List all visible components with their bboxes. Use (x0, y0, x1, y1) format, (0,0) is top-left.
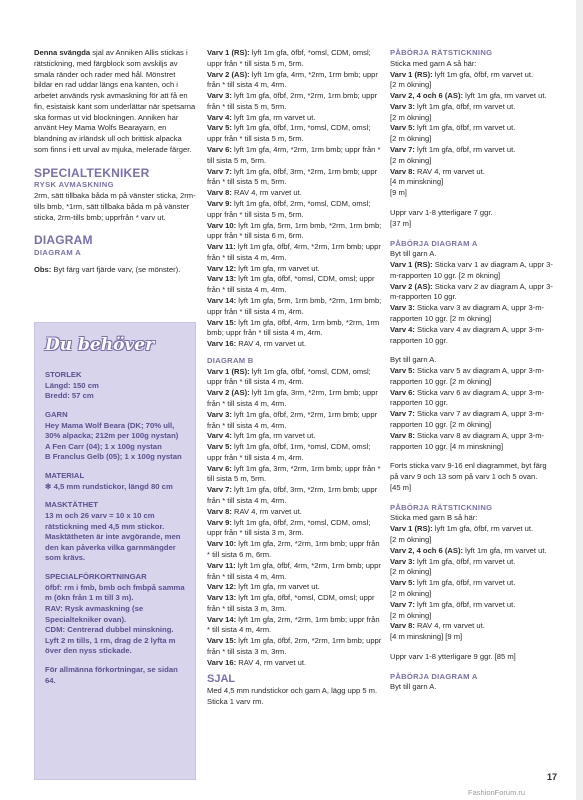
instruction-row (207, 242, 383, 264)
obs-text: Byt färg vart fjärde varv, (se mönster). (51, 264, 181, 274)
row-text: Sticka varv 6 av diagram A, uppr 3-m-rapporten 10 ggr. (390, 387, 545, 408)
row-label: Varv 7: (207, 166, 232, 176)
row-text: lyft 1m gfa, öfbf, 4rm, *2rm, 1rm bmb; uppr från * till sista 4 m, 4rm. (207, 560, 381, 581)
row-text: lyft 1m gfa, öfbf, 3rm, *2rm, 1rm bmb; uppr från * till sista 4 m, 4rm. (207, 485, 378, 506)
row-label: Varv 7: (390, 409, 415, 419)
column-right (390, 48, 556, 693)
row-text: lyft 1m gfa, öfbf, 2rm, *omsl, CDM, omsl; uppr från * till sista 3 m, 3rm. (207, 517, 371, 538)
intro-paragraph (34, 48, 196, 156)
row-text: [2 m ökning] (390, 80, 432, 90)
box-item-heading: MASKTÄTHET (45, 500, 98, 510)
instruction-row (207, 221, 383, 243)
row-text: lyft 1m gfa, öfbf, *omsl, CDM, omsl; uppr från * till sista 5 m, 5rm. (207, 48, 371, 68)
intro-bold: Denna svängda (34, 48, 91, 57)
instruction-row (207, 518, 383, 540)
row-label: Varv 2, 4 och 6 (AS): (390, 91, 464, 101)
instruction-row (390, 524, 556, 535)
instruction-row (207, 507, 383, 518)
instruction-row (390, 589, 556, 600)
row-text: lyft 1m gfa, öfbf, rm varvet ut. (432, 69, 534, 79)
row-label: Varv 10: (207, 220, 237, 230)
row-text: lyft 1m gfa, öfbf, 4rm, 1rm bmb, *2rm, 1rm bmb; uppr från * till sista 4 m, 4rm. (207, 317, 380, 338)
page-number: 17 (547, 772, 558, 782)
instruction-row (390, 282, 556, 304)
section-continue-2: Forts sticka varv 9-16 enl diagrammet, byt färg på varv 9 och 13 som på varv 1 och 5 ovan. (390, 461, 547, 482)
section-heading-2: PÅBÖRJA DIAGRAM A (390, 238, 478, 248)
instruction-row (207, 113, 383, 124)
you-need-box (34, 322, 196, 780)
instruction-row (390, 600, 556, 611)
row-label: Varv 1 (RS): (390, 524, 433, 534)
row-text: Sticka varv 7 av diagram A, uppr 3-m-rapporten 10 ggr. [2 m ökning] (390, 409, 545, 429)
row-label: Varv 8: (207, 188, 232, 198)
instruction-row (390, 102, 556, 113)
row-label: Varv 5: (390, 123, 415, 133)
obs-note (34, 265, 196, 276)
row-label: Varv 6: (390, 387, 415, 397)
section-intro-4: Byt till garn A. (390, 682, 437, 692)
instruction-row (390, 91, 556, 102)
section-rows-1 (390, 70, 556, 199)
row-label: Varv 6: (207, 145, 232, 155)
row-label: Varv 10: (207, 539, 237, 549)
instruction-row (390, 567, 556, 578)
instruction-row (207, 485, 383, 507)
row-label: Varv 15: (207, 317, 237, 327)
row-text: [4 m minskning] (390, 177, 444, 187)
page-edge-strip (576, 0, 583, 800)
box-item-line: 13 m och 26 varv = 10 x 10 cm rätstickning med 4,5 mm stickor. Masktätheten är inte avgörande, men den kan påverka vilka garnmängder som krävs. (45, 510, 181, 563)
sjal-lines (207, 686, 383, 708)
row-text: lyft 1m gfa, öfbf, 4rm, *2rm, 1rm bmb; uppr från * till sista 4 m, 4rm. (207, 242, 381, 262)
row-text: lyft 1m gfa, öfbf, 2rm, *2rm, 1rm bmb; uppr från * till sista 4 m, 4rm. (207, 409, 378, 430)
section-rows-2 (390, 260, 556, 346)
section-intro-1: Sticka med garn A så här: (390, 58, 477, 68)
section-total-2: [45 m] (390, 482, 412, 492)
row-text: lyft 1m gfa, öfbf, rm varvet ut. (414, 599, 516, 609)
row-label: Varv 2, 4 och 6 (AS): (390, 545, 464, 555)
diagram-b-rows (207, 367, 383, 669)
instruction-row (207, 464, 383, 486)
sjal-line: Med 4,5 mm rundstickor och garn A, lägg upp 5 m. (207, 685, 378, 695)
row-label: Varv 3: (390, 556, 415, 566)
instruction-row (207, 636, 383, 658)
instruction-row (390, 431, 556, 453)
row-label: Varv 4: (390, 324, 415, 334)
row-text: lyft 1m gfa, öfbf, *omsl, CDM, omsl; uppr från * till sista 4 m, 4rm. (207, 366, 371, 387)
row-label: Varv 1 (RS): (207, 48, 250, 57)
instruction-row (390, 366, 556, 388)
row-text: lyft 1m gfa, rm varvet ut. (231, 112, 316, 122)
row-text: [2 m ökning] (390, 610, 432, 620)
row-text: lyft 1m gfa, 4rm, *2rm, 1rm bmb; uppr från * till sista 5 m, 5rm. (207, 145, 381, 165)
row-label: Varv 8: (207, 506, 232, 516)
instruction-row (207, 593, 383, 615)
row-label: Varv 14: (207, 295, 237, 305)
box-item-line: CDM: Centrerad dubbel minskning. Lyft 2 m tills, 1 rm, drag de 2 lyfta m över den nyss stickade. (45, 625, 176, 656)
row-text: RAV 4, rm varvet ut. (236, 657, 307, 667)
instruction-row (390, 80, 556, 91)
instruction-row (390, 388, 556, 410)
box-item-line: öfbf: rm i fmb, bmb och fmbpå samma m (ökn från 1 m till 3 m). (45, 582, 185, 603)
instruction-row (207, 339, 383, 350)
row-text: lyft 1m gfa, öfbf, 1rm, *omsl, CDM, omsl; uppr från * till sista 4 m, 4rm. (207, 442, 371, 462)
section-repeat-1: Uppr varv 1-8 ytterligare 7 ggr. (390, 207, 493, 217)
you-need-title: Du behöver (45, 335, 155, 355)
section-rows-3 (390, 524, 556, 643)
box-item-line: B Franclus Gelb (05); 1 x 100g nystan (45, 452, 182, 462)
row-text: lyft 1m gfa, öfbf, *omsl, CDM, omsl; uppr från * till sista 3 m, 3rm. (207, 593, 375, 613)
instruction-row (390, 134, 556, 145)
section-intro-2: Byt till garn A. (390, 249, 437, 259)
row-text: lyft 1m gfa, öfbf, rm varvet ut. (414, 101, 516, 111)
row-text: lyft 1m gfa, öfbf, *omsl, CDM, omsl; uppr från * till sista 4 m, 4rm. (207, 274, 375, 295)
row-label: Varv 13: (207, 274, 237, 284)
row-label: Varv 7: (207, 485, 232, 495)
column-left (34, 48, 196, 275)
instruction-row (207, 145, 383, 167)
instruction-row (390, 409, 556, 431)
row-text: lyft 1m gfa, öfbf, 1rm, *omsl, CDM, omsl; uppr från * till sista 5 m, 5rm. (207, 123, 371, 144)
row-text: Sticka varv 3 av diagram A, uppr 3-m-rapporten 10 ggr. [2 m ökning] (390, 303, 545, 323)
instruction-row (390, 557, 556, 568)
row-text: lyft 1m gfa, 5rm, 1rm bmb, *2rm, 1rm bmb; uppr från * till sista 6 m, 6rm. (207, 220, 382, 241)
row-label: Varv 2 (AS): (207, 69, 250, 79)
row-text: Sticka varv 2 av diagram A, uppr 3-m-rapporten 10 ggr. (390, 281, 553, 302)
row-text: Sticka varv 4 av diagram A, uppr 3-m-rapporten 10 ggr. (390, 324, 545, 345)
row-label: Varv 7: (390, 599, 415, 609)
row-label: Varv 16: (207, 657, 237, 667)
row-label: Varv 5: (390, 366, 415, 376)
row-label: Varv 8: (390, 430, 415, 440)
row-text: lyft 1m gfa, 5rm, 1rm bmb, *2rm, 1rm bmb; uppr från * till sista 4 m, 4rm. (207, 295, 382, 316)
row-text: RAV 4, rm varvet ut. (236, 339, 307, 349)
row-text: [2 m ökning] (390, 134, 432, 144)
row-label: Varv 11: (207, 242, 236, 252)
row-text: lyft 1m gfa, rm varvet ut. (236, 582, 320, 592)
row-label: Varv 8: (390, 166, 415, 176)
row-text: lyft 1m gfa, öfbf, 3rm, *2rm, 1rm bmb; uppr från * till sista 5 m, 5rm. (207, 166, 378, 187)
row-text: lyft 1m gfa, rm varvet ut. (236, 263, 320, 273)
row-label: Varv 2 (AS): (207, 388, 250, 398)
row-label: Varv 5: (207, 442, 232, 452)
row-text: RAV 4, rm varvet ut. (414, 621, 485, 631)
row-label: Varv 6: (207, 463, 232, 473)
row-label: Varv 8: (390, 621, 415, 631)
row-text: [2 m ökning] (390, 112, 432, 122)
row-label: Varv 16: (207, 339, 237, 349)
section-intro-3: Sticka med garn B så här: (390, 513, 478, 523)
row-label: Varv 14: (207, 614, 237, 624)
section-heading-3: PÅBÖRJA RÄTSTICKNING (390, 502, 493, 512)
row-label: Varv 3: (390, 101, 415, 111)
instruction-row (390, 578, 556, 589)
box-item-heading: GARN (45, 409, 68, 419)
row-label: Varv 5: (207, 123, 232, 133)
row-label: Varv 9: (207, 517, 232, 527)
row-label: Varv 4: (207, 112, 232, 122)
row-label: Varv 3: (207, 91, 232, 101)
section-repeat-3: Uppr varv 1-8 ytterligare 9 ggr. [85 m] (390, 651, 516, 661)
row-text: Sticka varv 8 av diagram A, uppr 3-m-rapporten 10 ggr. [4 m minskning] (390, 430, 545, 451)
row-text: lyft 1m gfa, öfbf, rm varvet ut. (414, 123, 516, 133)
row-text: [2 m ökning] (390, 588, 432, 598)
instruction-row (207, 410, 383, 432)
russian-bindoff-subheading: RYSK AVMASKNING (34, 180, 114, 190)
instruction-row (207, 167, 383, 189)
instruction-row (207, 123, 383, 145)
instruction-row (390, 177, 556, 188)
instruction-row (390, 145, 556, 156)
section-heading-4: PÅBÖRJA DIAGRAM A (390, 671, 478, 681)
instruction-row (390, 156, 556, 167)
row-text: RAV 4, rm varvet ut. (231, 506, 302, 516)
instruction-row (207, 367, 383, 389)
diagram-heading: DIAGRAM (34, 233, 93, 248)
row-label: Varv 12: (207, 263, 237, 273)
row-label: Varv 7: (390, 145, 415, 155)
diagram-b-heading: DIAGRAM B (207, 355, 254, 365)
instruction-row (390, 113, 556, 124)
sjal-line: Sticka 1 varv rm. (207, 696, 264, 706)
instruction-row (390, 303, 556, 325)
russian-bindoff-text: 2rm, sätt tillbaka båda m på vänster sticka, 2rm-tills bmb, *1rm, sätt tillbaka båda m på vänster sticka, 2rm-tills bmb; upprfrån * varv ut. (34, 190, 196, 222)
row-text: lyft 1m gfa, öfbf, rm varvet ut. (414, 556, 516, 566)
row-text: lyft 1m gfa, öfbf, 2rm, *omsl, CDM, omsl; uppr från * till sista 5 m, 5rm. (207, 198, 371, 219)
row-label: Varv 13: (207, 593, 237, 603)
row-text: lyft 1m gfa, öfbf, rm varvet ut. (414, 145, 516, 155)
row-text: lyft 1m gfa, 3rm, *2rm, 1rm bmb; uppr från * till sista 5 m, 5rm. (207, 463, 381, 484)
instruction-row (207, 539, 383, 561)
section-heading-1: PÅBÖRJA RÄTSTICKNING (390, 48, 493, 57)
box-item-heading: SPECIALFÖRKORTNINGAR (45, 572, 147, 581)
row-label: Varv 15: (207, 636, 237, 646)
instruction-row (207, 70, 383, 92)
row-label: Varv 3: (390, 303, 415, 313)
instruction-row (390, 621, 556, 632)
row-text: RAV 4, rm varvet ut. (231, 188, 302, 198)
row-label: Varv 1 (RS): (390, 69, 433, 79)
row-label: Varv 12: (207, 582, 237, 592)
obs-label: Obs: (34, 264, 52, 274)
row-text: lyft 1m gfa, öfbf, 2rm, *2rm, 1rm bmb; uppr från * till sista 3 m, 3rm. (207, 636, 382, 656)
box-item-line: Hey Mama Wolf Beara (DK; 70% ull, 30% alpacka; 212m per 100g nystan) (45, 420, 179, 441)
sjal-heading: SJAL (207, 672, 236, 685)
row-text: [9 m] (390, 188, 407, 198)
section-rows-2b (390, 366, 556, 452)
box-item-line: A Fen Carr (04); 1 x 100g nystan (45, 441, 162, 451)
instruction-row (207, 188, 383, 199)
instruction-row (207, 615, 383, 637)
row-text: lyft 1m gfa, 3rm, *2rm, 1rm bmb; uppr från * till sista 4 m, 4rm. (207, 388, 378, 408)
diagram-a-subheading: DIAGRAM A (34, 247, 82, 257)
row-label: Varv 3: (207, 409, 232, 419)
site-watermark: FashionForum.ru (468, 788, 526, 797)
row-label: Varv 2 (AS): (390, 281, 433, 291)
row-text: lyft 1m gfa, rm varvet ut. (463, 545, 547, 555)
box-item-line: ✻ 4,5 mm rundstickor, längd 80 cm (45, 481, 173, 491)
instruction-row (390, 325, 556, 347)
instruction-row (390, 611, 556, 622)
row-text: lyft 1m gfa, öfbf, 2rm, *2rm, 1rm bmb; uppr från * till sista 5 m, 5rm. (207, 91, 378, 111)
row-text: lyft 1m gfa, 4rm, *2rm, 1rm bmb; uppr från * till sista 4 m, 4rm. (207, 69, 378, 90)
row-text: lyft 1m gfa, öfbf, rm varvet ut. (432, 524, 534, 534)
row-label: Varv 9: (207, 198, 232, 208)
box-item-line: Bredd: 57 cm (45, 391, 94, 401)
instruction-row (207, 582, 383, 593)
instruction-row (207, 388, 383, 410)
row-text: lyft 1m gfa, rm varvet ut. (463, 91, 547, 101)
row-text: [2 m ökning] (390, 567, 432, 577)
row-text: lyft 1m gfa, 2rm, *2rm, 1rm bmb; uppr från * till sista 6 m, 6rm. (207, 539, 380, 559)
instruction-row (207, 442, 383, 464)
column-middle (207, 48, 383, 707)
row-label: Varv 11: (207, 560, 236, 570)
row-text: lyft 1m gfa, öfbf, rm varvet ut. (414, 578, 516, 588)
instruction-row (390, 260, 556, 282)
section-total-1: [37 m] (390, 218, 412, 228)
row-label: Varv 4: (207, 431, 232, 441)
instruction-row (390, 632, 556, 643)
row-label: Varv 1 (RS): (390, 260, 433, 270)
instruction-row (207, 264, 383, 275)
row-text: lyft 1m gfa, 2rm, *2rm, 1rm bmb; uppr från * till sista 4 m, 4rm. (207, 614, 380, 635)
diagram-a-rows (207, 48, 383, 350)
row-label: Varv 1 (RS): (207, 366, 250, 376)
instruction-row (390, 535, 556, 546)
box-item-heading: MATERIAL (45, 471, 85, 480)
instruction-row (207, 199, 383, 221)
row-label: Varv 5: (390, 578, 415, 588)
instruction-row (390, 167, 556, 178)
row-text: Sticka varv 1 av diagram A, uppr 3-m-rapporten 10 ggr. [2 m ökning] (390, 260, 553, 280)
box-item-line: För allmänna förkortningar, se sidan 64. (45, 665, 178, 685)
you-need-body (45, 370, 187, 694)
instruction-row (390, 70, 556, 81)
instruction-row (207, 318, 383, 340)
box-item-heading: STORLEK (45, 370, 82, 379)
instruction-row (207, 91, 383, 113)
instruction-row (207, 296, 383, 318)
row-text: lyft 1m gfa, rm varvet ut. (231, 431, 316, 441)
row-text: RAV 4, rm varvet ut. (414, 166, 485, 176)
instruction-row (207, 431, 383, 442)
box-item-line: RAV: Rysk avmaskning (se Specialtekniker ovan). (45, 603, 144, 624)
row-text: [2 m ökning] (390, 155, 432, 165)
instruction-row (390, 123, 556, 134)
instruction-row (207, 274, 383, 296)
instruction-row (390, 188, 556, 199)
row-text: Sticka varv 5 av diagram A, uppr 3-m-rapporten 10 ggr. [2 m ökning] (390, 366, 545, 386)
instruction-row (390, 546, 556, 557)
instruction-row (207, 658, 383, 669)
row-text: [2 m ökning] (390, 535, 432, 545)
instruction-row (207, 561, 383, 583)
section-intro-2b: Byt till garn A. (390, 355, 437, 365)
special-techniques-heading: SPECIALTEKNIKER (34, 165, 150, 180)
box-item-line: Längd: 150 cm (45, 380, 99, 390)
instruction-row (207, 48, 383, 70)
row-text: [4 m minskning] [9 m] (390, 632, 463, 642)
intro-text: sjal av Anniken Allis stickas i rätstickning, med färgblock som avskiljs av smala ränder och rader med hål. Mönstret bildar en rad uddar längs ena kanten, och i arbetet används rysk avmaskning för att få en fin, esistaisk kant som underlättar när spetsarna ska formas ut vid blockningen. Anniken har använt Hey Mama Wolfs Bearayarn, en blandning av irländsk ull och brittisk alpacka som finns i ett urval av mjuka, melerade färger. (34, 48, 196, 155)
